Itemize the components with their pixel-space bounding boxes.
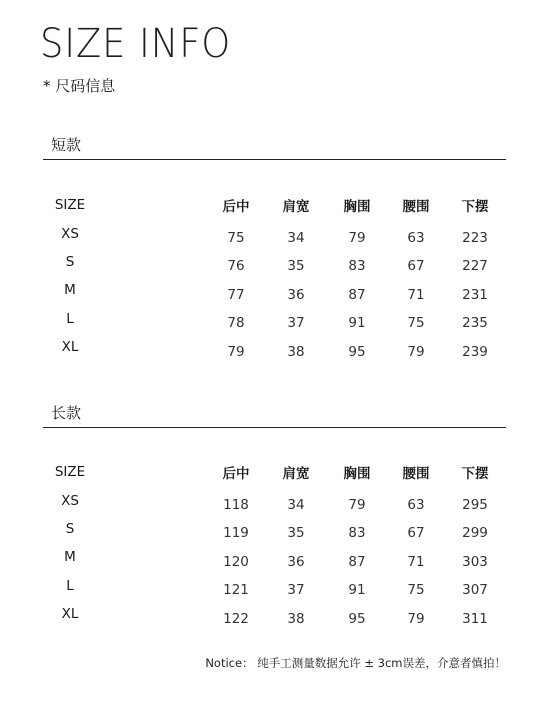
size-cell: L bbox=[66, 578, 74, 594]
value-cell: 71 bbox=[407, 287, 425, 303]
value-cell: 122 bbox=[223, 611, 249, 627]
value-cell: 231 bbox=[462, 287, 488, 303]
size-cell: M bbox=[64, 282, 76, 298]
value-cell: 71 bbox=[407, 554, 425, 570]
value-cell: 120 bbox=[223, 554, 249, 570]
size-cell: M bbox=[64, 549, 76, 565]
value-cell: 227 bbox=[462, 258, 488, 274]
header-waist: 腰围 bbox=[402, 199, 430, 215]
value-cell: 75 bbox=[227, 230, 245, 246]
value-cell: 79 bbox=[348, 230, 366, 246]
value-cell: 37 bbox=[287, 315, 305, 331]
value-cell: 239 bbox=[462, 344, 488, 360]
value-cell: 37 bbox=[287, 582, 305, 598]
size-cell: XL bbox=[61, 339, 79, 355]
page-title: SIZE INFO bbox=[40, 21, 232, 67]
value-cell: 121 bbox=[223, 582, 249, 598]
header-shoulder: 肩宽 bbox=[282, 466, 310, 482]
value-cell: 77 bbox=[227, 287, 245, 303]
header-chest: 胸围 bbox=[343, 199, 371, 215]
header-waist: 腰围 bbox=[402, 466, 430, 482]
header-back-length: 后中 bbox=[222, 199, 250, 215]
size-cell: XL bbox=[61, 606, 79, 622]
value-cell: 91 bbox=[348, 315, 366, 331]
value-cell: 75 bbox=[407, 582, 425, 598]
header-size: SIZE bbox=[54, 197, 86, 213]
value-cell: 76 bbox=[227, 258, 245, 274]
size-cell: L bbox=[66, 311, 74, 327]
header-chest: 胸围 bbox=[343, 466, 371, 482]
value-cell: 79 bbox=[348, 497, 366, 513]
page-subtitle: * 尺码信息 bbox=[43, 77, 116, 95]
header-size: SIZE bbox=[54, 464, 86, 480]
value-cell: 63 bbox=[407, 497, 425, 513]
value-cell: 303 bbox=[462, 554, 488, 570]
size-cell: S bbox=[65, 521, 75, 537]
value-cell: 299 bbox=[462, 525, 488, 541]
measurement-notice: Notice： 纯手工测量数据允许 ± 3cm误差，介意者慎拍！ bbox=[205, 656, 506, 670]
value-cell: 295 bbox=[462, 497, 488, 513]
header-hem: 下摆 bbox=[461, 199, 489, 215]
header-shoulder: 肩宽 bbox=[282, 199, 310, 215]
value-cell: 311 bbox=[462, 611, 488, 627]
value-cell: 307 bbox=[462, 582, 488, 598]
value-cell: 38 bbox=[287, 611, 305, 627]
header-back-length: 后中 bbox=[222, 466, 250, 482]
section-divider bbox=[43, 427, 506, 428]
value-cell: 83 bbox=[348, 525, 366, 541]
section-divider bbox=[43, 159, 506, 160]
value-cell: 67 bbox=[407, 525, 425, 541]
value-cell: 95 bbox=[348, 611, 366, 627]
value-cell: 223 bbox=[462, 230, 488, 246]
value-cell: 35 bbox=[287, 525, 305, 541]
header-hem: 下摆 bbox=[461, 466, 489, 482]
value-cell: 79 bbox=[407, 344, 425, 360]
value-cell: 87 bbox=[348, 554, 366, 570]
value-cell: 119 bbox=[223, 525, 249, 541]
value-cell: 38 bbox=[287, 344, 305, 360]
value-cell: 79 bbox=[407, 611, 425, 627]
value-cell: 67 bbox=[407, 258, 425, 274]
value-cell: 36 bbox=[287, 287, 305, 303]
size-cell: XS bbox=[61, 226, 79, 242]
value-cell: 79 bbox=[227, 344, 245, 360]
value-cell: 35 bbox=[287, 258, 305, 274]
size-cell: XS bbox=[61, 493, 79, 509]
value-cell: 87 bbox=[348, 287, 366, 303]
value-cell: 95 bbox=[348, 344, 366, 360]
section-title: 短款 bbox=[51, 136, 82, 154]
value-cell: 235 bbox=[462, 315, 488, 331]
value-cell: 118 bbox=[223, 497, 249, 513]
value-cell: 34 bbox=[287, 497, 305, 513]
value-cell: 75 bbox=[407, 315, 425, 331]
value-cell: 63 bbox=[407, 230, 425, 246]
value-cell: 78 bbox=[227, 315, 245, 331]
value-cell: 83 bbox=[348, 258, 366, 274]
value-cell: 34 bbox=[287, 230, 305, 246]
section-title: 长款 bbox=[51, 404, 82, 422]
value-cell: 36 bbox=[287, 554, 305, 570]
value-cell: 91 bbox=[348, 582, 366, 598]
size-cell: S bbox=[65, 254, 75, 270]
